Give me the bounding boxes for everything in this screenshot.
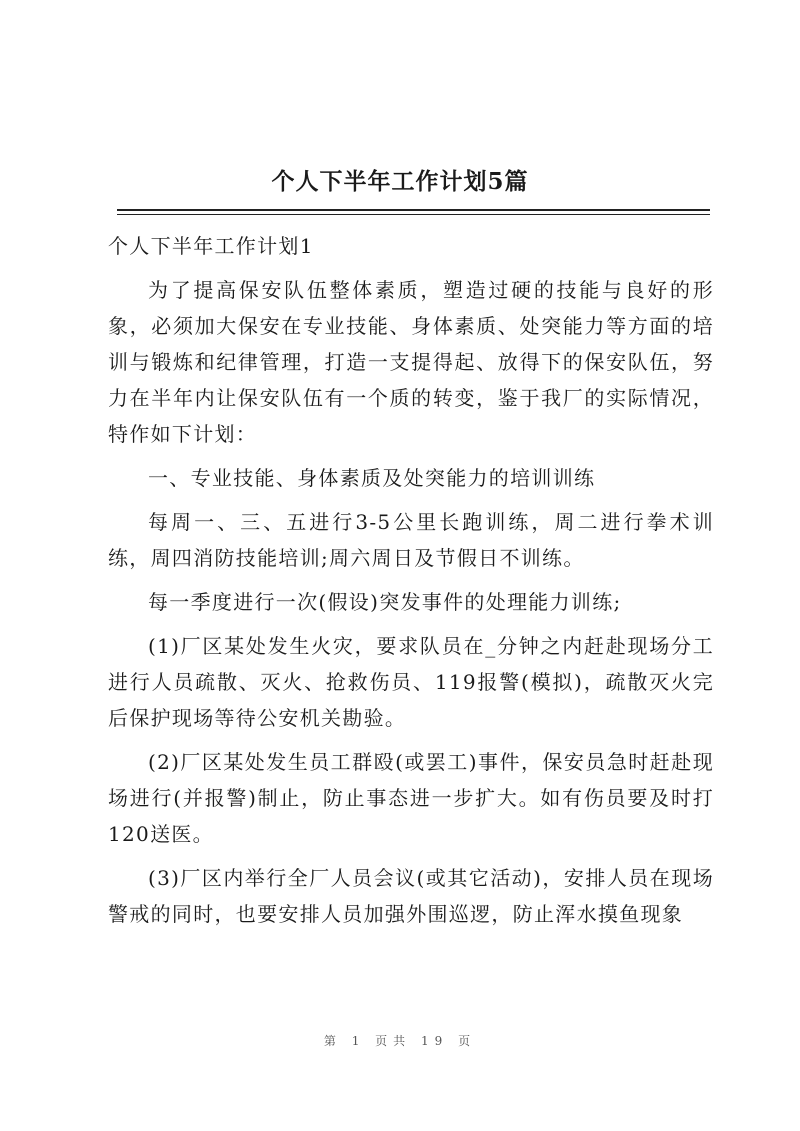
paragraph-fight-drill: (2)厂区某处发生员工群殴(或罢工)事件，保安员急时赶赴现场进行(并报警)制止，防止事态进一步扩大。如有伤员要及时打120送医。	[108, 750, 714, 846]
paragraph-weekly-schedule: 每周一、三、五进行3-5公里长跑训练，周二进行拳术训练，周四消防技能培训;周六周日及节假日不训练。	[108, 510, 714, 570]
title-divider-thin	[117, 214, 710, 215]
document-body	[108, 228, 714, 940]
title-divider-thick	[117, 209, 710, 211]
document-title: 个人下半年工作计划5篇	[271, 168, 529, 195]
section-title: 个人下半年工作计划1	[108, 234, 314, 258]
paragraph-intro: 为了提高保安队伍整体素质，塑造过硬的技能与良好的形象，必须加大保安在专业技能、身体素质、处突能力等方面的培训与锻炼和纪律管理，打造一支提得起、放得下的保安队伍，努力在半年内让保安队伍有一个质的转变，鉴于我厂的实际情况，特作如下计划：	[108, 278, 714, 446]
paragraph-fire-drill: (1)厂区某处发生火灾，要求队员在_分钟之内赶赴现场分工进行人员疏散、灭火、抢救伤员、119报警(模拟)，疏散灭火完后保护现场等待公安机关勘验。	[108, 634, 714, 730]
paragraph-heading-training: 一、专业技能、身体素质及处突能力的培训训练	[148, 466, 596, 490]
page-footer: 第 1 页共 19 页	[323, 1034, 477, 1048]
paragraph-meeting-drill: (3)厂区内举行全厂人员会议(或其它活动)，安排人员在现场警戒的同时，也要安排人员加强外围巡逻，防止浑水摸鱼现象	[108, 866, 714, 926]
paragraph-quarterly-drill: 每一季度进行一次(假设)突发事件的处理能力训练;	[148, 590, 622, 614]
